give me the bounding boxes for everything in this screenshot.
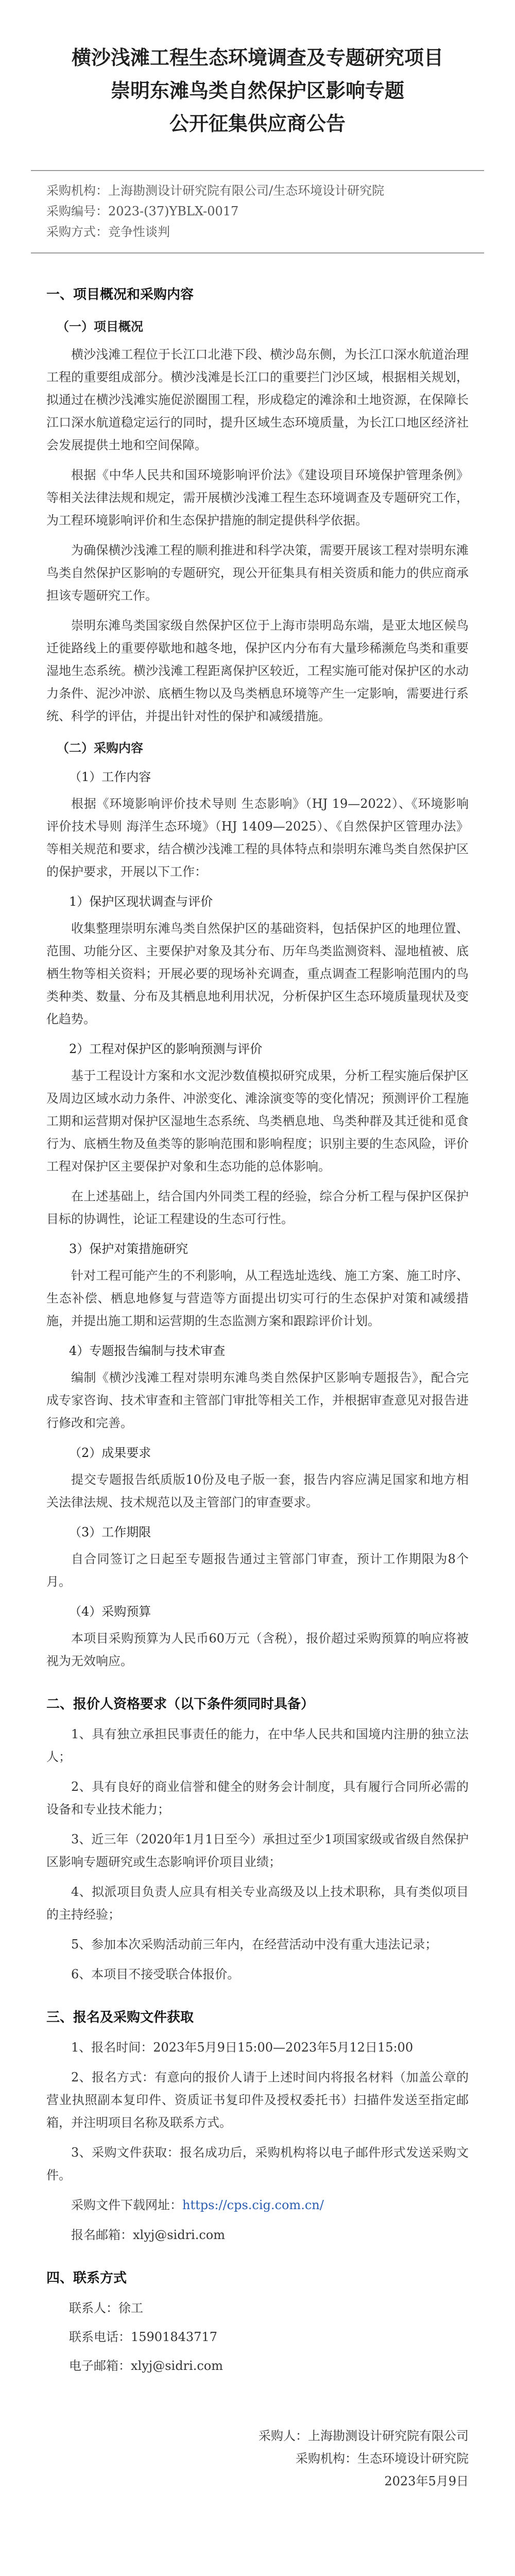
divider-top xyxy=(31,170,484,171)
spacer xyxy=(46,2383,469,2425)
signature-purchaser: 采购人：上海勘测设计研究院有限公司 xyxy=(259,2429,469,2443)
content-work-heading: （1）工作内容 xyxy=(69,770,151,784)
schedule-heading: （3）工作期限 xyxy=(69,1525,151,1539)
signature-date: 2023年5月9日 xyxy=(384,2474,469,2488)
registration-item: 1、报名时间：2023年5月9日15:00—2023年5月12日15:00 xyxy=(71,2040,414,2055)
section-3-heading: 三、报名及采购文件获取 xyxy=(46,2010,194,2025)
download-link[interactable]: https://cps.cig.com.cn/ xyxy=(182,2198,324,2212)
section-2-heading: 二、报价人资格要求（以下条件须同时具备） xyxy=(46,1697,315,1712)
qualification-item: 5、参加本次采购活动前三年内，在经营活动中没有重大违法记录； xyxy=(71,1937,438,1952)
budget-heading: （4）采购预算 xyxy=(69,1604,151,1619)
paragraph: 在上述基础上，结合国内外同类工程的经验，综合分析工程与保护区保护目标的协调性，论证工程建设的生态可行性。 xyxy=(46,1189,469,1226)
work-item-heading: 4）专题报告编制与技术审查 xyxy=(69,1344,226,1358)
title-line-1: 横沙浅滩工程生态环境调查及专题研究项目 xyxy=(71,46,443,69)
paragraph: 收集整理崇明东滩鸟类自然保护区的基础资料，包括保护区的地理位置、范围、功能分区、主要保护对象及其分布、历年鸟类监测资料、湿地植被、底栖生物等相关资料；开展必要的现场补充调查，重点调查工程影响范围内的鸟类种类、数量、分布及其栖息地利用状况，分析保护区生态环境质量现状及变化趋势。 xyxy=(46,921,469,1026)
paragraph: 基于工程设计方案和水文泥沙数值模拟研究成果，分析工程实施后保护区及周边区域水动力条件、冲淤变化、滩涂演变等的变化情况；预测评价工程施工期和运营期对保护区湿地生态系统、鸟类栖息地、鸟类种群及其迁徙和觅食行为、底栖生物及鱼类等的影响范围和影响程度；识别主要的生态风险，评价工程对保护区主要保护对象和生态功能的总体影响。 xyxy=(46,1069,469,1174)
qualification-item: 2、具有良好的商业信誉和健全的财务会计制度，具有履行合同所必需的设备和专业技术能力； xyxy=(46,1780,469,1817)
qualification-item: 1、具有独立承担民事责任的能力，在中华人民共和国境内注册的独立法人； xyxy=(46,1727,469,1764)
qualification-item: 6、本项目不接受联合体报价。 xyxy=(71,1967,240,1981)
section-4-heading: 四、联系方式 xyxy=(46,2270,127,2286)
registration-email: 报名邮箱：xlyj@sidri.com xyxy=(71,2228,225,2242)
signature-agency: 采购机构：生态环境设计研究院 xyxy=(296,2451,469,2466)
deliverables-heading: （2）成果要求 xyxy=(69,1446,151,1460)
paragraph: 根据《中华人民共和国环境影响评价法》《建设项目环境保护管理条例》等相关法律法规和规定，需开展横沙浅滩工程生态环境调查及专题研究工作，为工程环境影响评价和生态保护措施的制定提供科学依据。 xyxy=(46,468,469,528)
notice-meta xyxy=(46,180,469,242)
qualification-item: 4、拟派项目负责人应具有相关专业高级及以上技术职称，具有类似项目的主持经验； xyxy=(46,1885,469,1922)
section-1-heading: 一、项目概况和采购内容 xyxy=(46,287,194,302)
meta-agency: 采购机构：上海勘测设计研究院有限公司/生态环境设计研究院 xyxy=(46,183,385,198)
paragraph: 自合同签订之日起至专题报告通过主管部门审查，预计工作期限为8个月。 xyxy=(46,1552,469,1589)
meta-method: 采购方式：竞争性谈判 xyxy=(46,225,170,239)
qualification-item: 3、近三年（2020年1月1日至今）承担过至少1项国家级或省级自然保护区影响专题研究或生态影响评价项目业绩； xyxy=(46,1832,469,1869)
title-line-3: 公开征集供应商公告 xyxy=(169,112,346,135)
registration-item: 3、采购文件获取：报名成功后，采购机构将以电子邮件形式发送采购文件。 xyxy=(46,2145,469,2182)
paragraph: 横沙浅滩工程位于长江口北港下段、横沙岛东侧，为长江口深水航道治理工程的重要组成部分。横沙浅滩是长江口的重要拦门沙区域，根据相关规划，拟通过在横沙浅滩实施促淤圈围工程，形成稳定的滩涂和土地资源，在保障长江口深水航道稳定运行的同时，提升区域生态环境质量，为长江口地区经济社会发展提供土地和空间保障。 xyxy=(46,347,469,452)
contact-phone: 联系电话：15901843717 xyxy=(69,2330,217,2344)
contact-email: 电子邮箱：xlyj@sidri.com xyxy=(69,2359,223,2373)
download-label: 采购文件下载网址： xyxy=(71,2198,182,2212)
notice-body xyxy=(46,263,469,2493)
paragraph: 本项目采购预算为人民币60万元（含税），报价超过采购预算的响应将被视为无效响应。 xyxy=(46,1631,469,1668)
paragraph: 为确保横沙浅滩工程的顺利推进和科学决策，需要开展该工程对崇明东滩鸟类自然保护区影响的专题研究，现公开征集具有相关资质和能力的供应商承担该专题研究工作。 xyxy=(46,543,469,603)
paragraph: 崇明东滩鸟类国家级自然保护区位于上海市崇明岛东端，是亚太地区候鸟迁徙路线上的重要停歇地和越冬地，保护区内分布有大量珍稀濒危鸟类和重要湿地生态系统。横沙浅滩工程距离保护区较近，工程实施可能对保护区的水动力条件、泥沙冲淤、底栖生物以及鸟类栖息环境等产生一定影响，需要进行系统、科学的评估，并提出针对性的保护和减缓措施。 xyxy=(46,618,469,723)
paragraph: 提交专题报告纸质版10份及电子版一套，报告内容应满足国家和地方相关法律法规、技术规范以及主管部门的审查要求。 xyxy=(46,1472,469,1510)
notice-title xyxy=(0,41,515,140)
paragraph: 根据《环境影响评价技术导则 生态影响》（HJ 19—2022）、《环境影响评价技术导则 海洋生态环境》（HJ 1409—2025）、《自然保护区管理办法》等相关规范和要求，结合横沙浅滩工程的具体特点和崇明东滩鸟类自然保护区的保护要求，开展以下工作： xyxy=(46,796,469,879)
registration-item: 2、报名方式：有意向的报价人请于上述时间内将报名材料（加盖公章的营业执照副本复印件、资质证书复印件及授权委托书）扫描件发送至指定邮箱，并注明项目名称及联系方式。 xyxy=(46,2070,469,2130)
work-item-heading: 2）工程对保护区的影响预测与评价 xyxy=(69,1042,263,1056)
section-1-sub-overview: （一）项目概况 xyxy=(57,319,143,334)
section-1-sub-content: （二）采购内容 xyxy=(57,740,143,755)
title-line-2: 崇明东滩鸟类自然保护区影响专题 xyxy=(110,79,404,102)
work-item-heading: 1）保护区现状调查与评价 xyxy=(69,894,213,909)
paragraph: 编制《横沙浅滩工程对崇明东滩鸟类自然保护区影响专题报告》，配合完成专家咨询、技术审查和主管部门审批等相关工作，并根据审查意见对报告进行修改和完善。 xyxy=(46,1370,469,1430)
download-line xyxy=(46,2194,469,2216)
divider-meta xyxy=(31,252,484,253)
paragraph: 针对工程可能产生的不利影响，从工程选址选线、施工方案、施工时序、生态补偿、栖息地修复与营造等方面提出切实可行的生态保护对策和减缓措施，并提出施工期和运营期的生态监测方案和跟踪评价计划。 xyxy=(46,1268,469,1328)
meta-number: 采购编号：2023-(37)YBLX-0017 xyxy=(46,204,239,218)
work-item-heading: 3）保护对策措施研究 xyxy=(69,1242,188,1256)
contact-person: 联系人：徐工 xyxy=(69,2301,143,2315)
